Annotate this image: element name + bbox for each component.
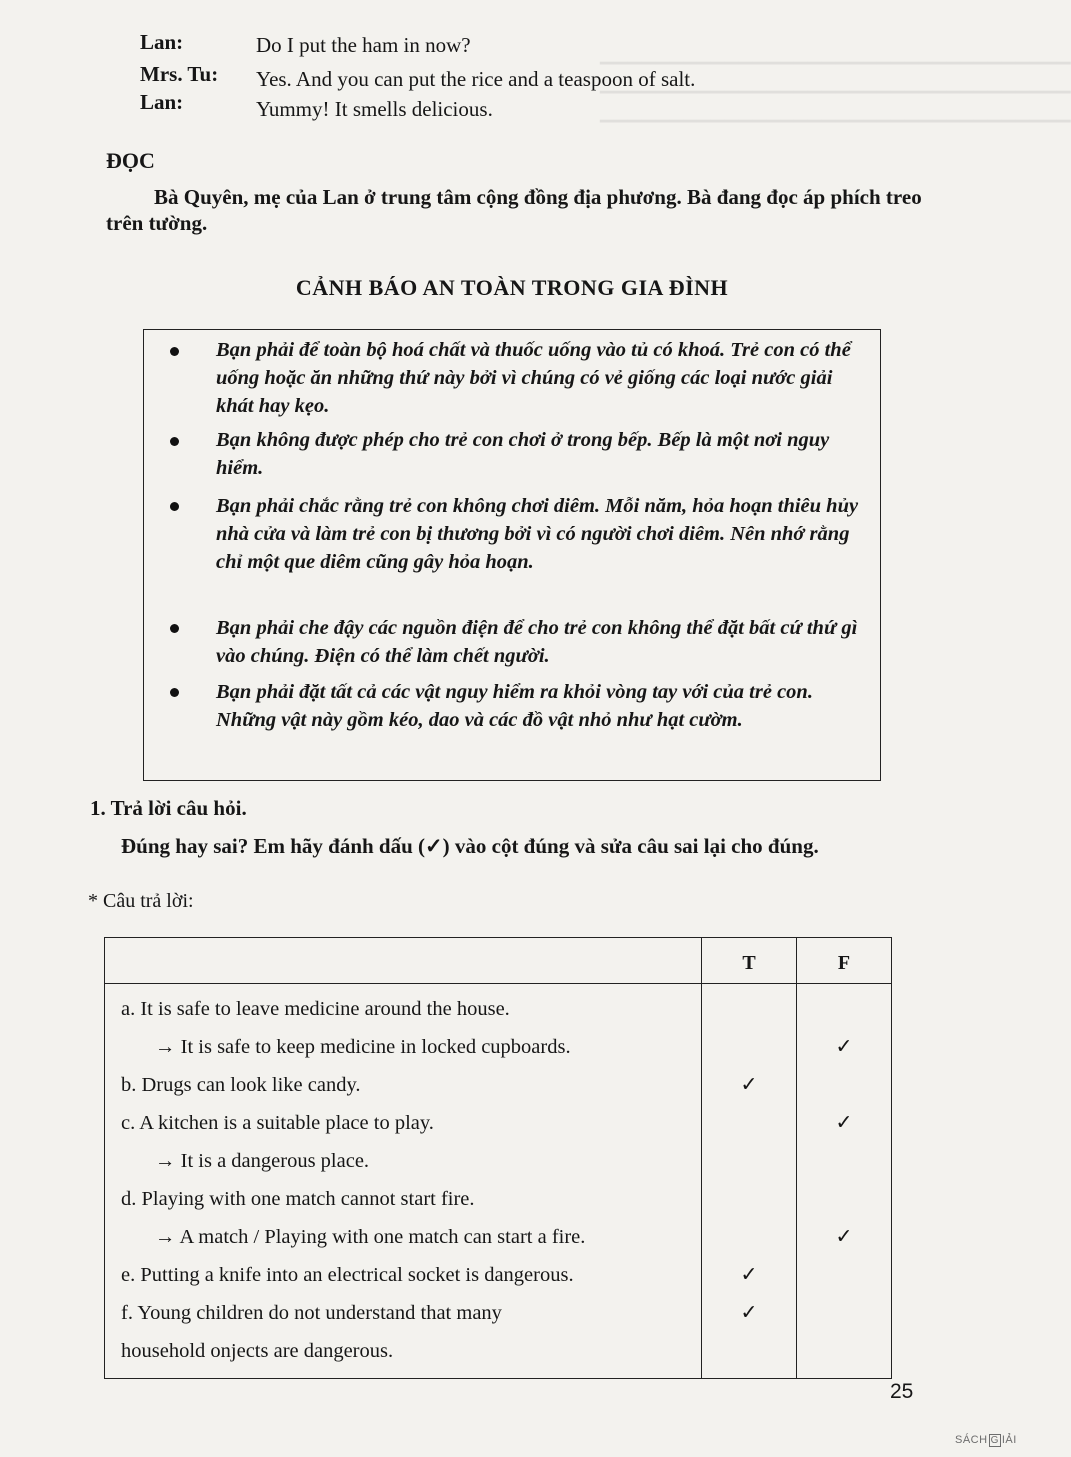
true-check-icon <box>703 1028 795 1066</box>
poster-item: Bạn phải chắc rằng trẻ con không chơi diêm. Mỗi năm, hỏa hoạn thiêu hủy nhà cửa và làm trẻ con bị thương bởi vì có người chơi diêm. Nên nhớ rằng chỉ một que diêm cũng gây hỏa hoạn. <box>216 495 859 573</box>
dialogue-line: Do I put the ham in now? <box>256 33 471 57</box>
statement-cell <box>105 984 702 1379</box>
exercise-heading: 1. Trả lời câu hỏi. <box>90 796 247 820</box>
watermark-left: SÁCH <box>955 1434 988 1446</box>
true-marks <box>703 990 795 1370</box>
exercise-instruction: Đúng hay sai? Em hãy đánh dấu (✓) vào cột đúng và sửa câu sai lại cho đúng. <box>121 834 819 858</box>
statement-correction: → It is a dangerous place. <box>155 1150 370 1172</box>
header-true: T <box>702 938 797 984</box>
watermark-right: IẢI <box>1001 1434 1017 1446</box>
false-marks <box>798 990 890 1370</box>
false-check-icon: ✓ <box>835 1036 853 1058</box>
false-check-icon <box>798 1256 890 1294</box>
poster-item: Bạn phải đặt tất cả các vật nguy hiểm ra khỏi vòng tay với của trẻ con. Những vật này gồm kéo, dao và các đồ vật nhỏ như hạt cườm. <box>216 681 813 731</box>
statement-correction: → A match / Playing with one match can start a fire. <box>155 1226 586 1248</box>
false-check-icon <box>798 1294 890 1332</box>
header-statement <box>105 938 702 984</box>
statement-text: c. A kitchen is a suitable place to play. <box>121 1112 434 1134</box>
true-check-icon <box>703 1180 795 1218</box>
dialogue-speaker: Lan: <box>140 30 184 54</box>
statement-correction: → It is safe to keep medicine in locked cupboards. <box>155 1036 571 1058</box>
table-row <box>105 984 892 1379</box>
false-check-icon: ✓ <box>835 1112 853 1134</box>
false-check-icon <box>798 990 890 1028</box>
true-check-icon: ✓ <box>740 1264 758 1286</box>
dialogue-line: Yummy! It smells delicious. <box>256 97 493 121</box>
watermark <box>955 1434 1017 1447</box>
statement-text: e. Putting a knife into an electrical socket is dangerous. <box>121 1264 574 1286</box>
section-heading: ĐỌC <box>106 148 155 173</box>
false-check-icon: ✓ <box>835 1226 853 1248</box>
dialogue-speaker: Lan: <box>140 90 184 114</box>
poster-item: Bạn phải che đậy các nguồn điện để cho trẻ con không thể đặt bất cứ thứ gì vào chúng. Điện có thể làm chết người. <box>216 617 858 667</box>
watermark-box: G <box>990 1435 999 1446</box>
false-check-icon <box>798 1332 890 1370</box>
reading-intro-text: Bà Quyên, mẹ của Lan ở trung tâm cộng đồng địa phương. Bà đang đọc áp phích treo trên tường. <box>106 185 922 235</box>
bullet-icon <box>170 688 179 697</box>
false-column <box>797 984 892 1379</box>
true-column <box>702 984 797 1379</box>
poster-item: Bạn không được phép cho trẻ con chơi ở trong bếp. Bếp là một nơi nguy hiểm. <box>216 429 830 479</box>
bullet-icon <box>170 502 179 511</box>
true-check-icon <box>703 990 795 1028</box>
answer-table <box>104 937 892 1379</box>
statement-text: b. Drugs can look like candy. <box>121 1074 361 1096</box>
true-check-icon <box>703 1142 795 1180</box>
statement-text: d. Playing with one match cannot start fire. <box>121 1188 475 1210</box>
header-false: F <box>797 938 892 984</box>
bullet-icon <box>170 347 179 356</box>
true-check-icon: ✓ <box>740 1074 758 1096</box>
false-check-icon <box>798 1142 890 1180</box>
true-check-icon: ✓ <box>740 1302 758 1324</box>
table-header-row <box>105 938 892 984</box>
bullet-icon <box>170 624 179 633</box>
statement-correction: household onjects are dangerous. <box>121 1340 394 1362</box>
false-check-icon <box>798 1066 890 1104</box>
true-check-icon <box>703 1104 795 1142</box>
statement-text: f. Young children do not understand that many <box>121 1302 502 1324</box>
dialogue-line: Yes. And you can put the rice and a teaspoon of salt. <box>256 67 696 91</box>
bleed-through-texture: ▁▁▁▁▁▁▁▁▁▁▁▁▁▁▁▁▁▁▁▁▁▁▁▁▁▁▁▁▁▁▁▁▁▁ ▁▁▁▁▁▁▁▁▁▁▁▁▁▁▁▁▁▁▁▁▁▁▁▁▁▁▁▁▁▁▁▁▁▁ ▁▁▁▁▁▁▁▁▁▁▁▁▁▁▁▁▁▁▁▁▁▁▁▁▁▁▁▁▁▁▁▁▁▁ <box>600 44 1071 122</box>
statement-text: a. It is safe to leave medicine around the house. <box>121 998 510 1020</box>
poster-item: Bạn phải để toàn bộ hoá chất và thuốc uống vào tủ có khoá. Trẻ con có thể uống hoặc ăn những thứ này bởi vì chúng có vẻ giống các loại nước giải khát hay kẹo. <box>216 339 851 417</box>
page-number: 25 <box>890 1380 914 1403</box>
bullet-icon <box>170 437 179 446</box>
poster-box <box>143 329 881 781</box>
false-check-icon <box>798 1180 890 1218</box>
dialogue-speaker: Mrs. Tu: <box>140 62 219 86</box>
answer-label: * Câu trả lời: <box>88 890 194 912</box>
true-check-icon <box>703 1332 795 1370</box>
poster-title: CẢNH BÁO AN TOÀN TRONG GIA ĐÌNH <box>295 275 729 300</box>
statement-list <box>121 990 691 1370</box>
reading-intro <box>106 184 956 236</box>
true-check-icon <box>703 1218 795 1256</box>
